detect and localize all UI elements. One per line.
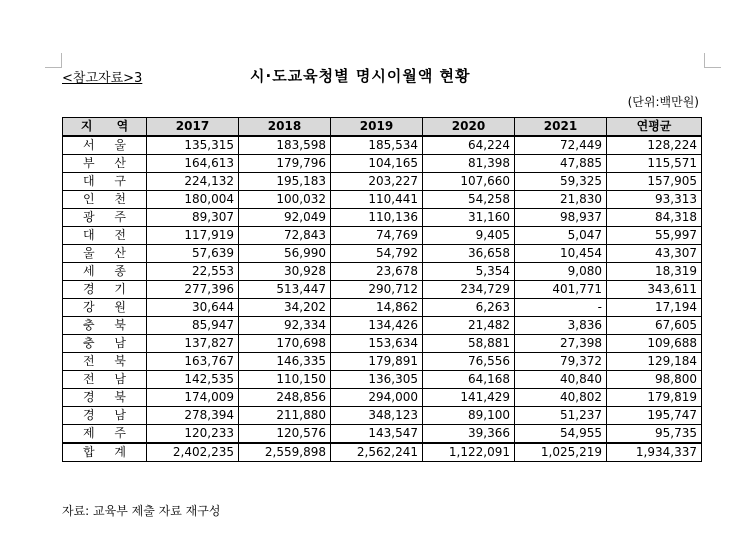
cell-2019: 74,769	[331, 227, 423, 245]
cell-2020: 9,405	[423, 227, 515, 245]
column-header-2021: 2021	[515, 118, 607, 137]
cell-2018: 30,928	[239, 263, 331, 281]
cell-2021: 79,372	[515, 353, 607, 371]
table-row	[63, 299, 702, 317]
cell-2018: 100,032	[239, 191, 331, 209]
table-row	[63, 155, 702, 173]
cell-2021: 5,047	[515, 227, 607, 245]
cell-annual-average: 343,611	[607, 281, 702, 299]
cell-region: 충 남	[63, 335, 147, 353]
table-row	[63, 245, 702, 263]
cell-annual-average: 115,571	[607, 155, 702, 173]
cell-region: 부 산	[63, 155, 147, 173]
cell-2018: 34,202	[239, 299, 331, 317]
cell-region: 서 울	[63, 136, 147, 155]
cell-2019: 23,678	[331, 263, 423, 281]
table-row	[63, 263, 702, 281]
cell-2021: 59,325	[515, 173, 607, 191]
cell-2019: 110,441	[331, 191, 423, 209]
column-header-2018: 2018	[239, 118, 331, 137]
cell-2020: 234,729	[423, 281, 515, 299]
cell-2017: 22,553	[147, 263, 239, 281]
cell-2018: 211,880	[239, 407, 331, 425]
cell-2020: 21,482	[423, 317, 515, 335]
cell-2021: 10,454	[515, 245, 607, 263]
unit-note: (단위:백만원)	[627, 95, 699, 109]
column-header-region: 지 역	[63, 118, 147, 137]
cell-2021: 72,449	[515, 136, 607, 155]
cell-2021: -	[515, 299, 607, 317]
cell-2021: 47,885	[515, 155, 607, 173]
cell-2017: 30,644	[147, 299, 239, 317]
column-header-2017: 2017	[147, 118, 239, 137]
carryover-table	[62, 117, 702, 462]
cell-2020: 64,224	[423, 136, 515, 155]
cell-2019: 185,534	[331, 136, 423, 155]
cell-annual-average: 179,819	[607, 389, 702, 407]
cell-2019: 179,891	[331, 353, 423, 371]
cell-2017: 163,767	[147, 353, 239, 371]
cell-2018: 2,559,898	[239, 443, 331, 462]
cell-2019: 14,862	[331, 299, 423, 317]
cell-annual-average: 109,688	[607, 335, 702, 353]
cell-region: 인 천	[63, 191, 147, 209]
cell-2021: 40,840	[515, 371, 607, 389]
cell-2017: 137,827	[147, 335, 239, 353]
cell-region: 대 전	[63, 227, 147, 245]
cell-2017: 277,396	[147, 281, 239, 299]
table-row	[63, 353, 702, 371]
cell-region: 전 북	[63, 353, 147, 371]
cell-annual-average: 128,224	[607, 136, 702, 155]
cell-2017: 120,233	[147, 425, 239, 444]
cell-annual-average: 67,605	[607, 317, 702, 335]
cell-annual-average: 95,735	[607, 425, 702, 444]
cell-2017: 180,004	[147, 191, 239, 209]
cell-2018: 179,796	[239, 155, 331, 173]
cell-2020: 107,660	[423, 173, 515, 191]
cell-region: 경 북	[63, 389, 147, 407]
cell-2020: 31,160	[423, 209, 515, 227]
cell-annual-average: 129,184	[607, 353, 702, 371]
cell-2020: 81,398	[423, 155, 515, 173]
document-title: 시·도교육청별 명시이월액 현황	[250, 67, 471, 85]
page-corner-mark-right	[704, 53, 721, 68]
cell-2018: 248,856	[239, 389, 331, 407]
cell-2021: 40,802	[515, 389, 607, 407]
cell-2018: 183,598	[239, 136, 331, 155]
table-row	[63, 209, 702, 227]
table-row	[63, 389, 702, 407]
cell-annual-average: 55,997	[607, 227, 702, 245]
cell-region: 충 북	[63, 317, 147, 335]
cell-2021: 54,955	[515, 425, 607, 444]
cell-2019: 348,123	[331, 407, 423, 425]
cell-2018: 170,698	[239, 335, 331, 353]
cell-2018: 513,447	[239, 281, 331, 299]
cell-2018: 92,334	[239, 317, 331, 335]
cell-2021: 21,830	[515, 191, 607, 209]
source-note: 자료: 교육부 제출 자료 재구성	[62, 504, 221, 518]
cell-2020: 36,658	[423, 245, 515, 263]
cell-2018: 92,049	[239, 209, 331, 227]
cell-2019: 2,562,241	[331, 443, 423, 462]
table-total-row	[63, 443, 702, 462]
cell-2021: 9,080	[515, 263, 607, 281]
table-row	[63, 227, 702, 245]
table-row	[63, 173, 702, 191]
cell-2020: 89,100	[423, 407, 515, 425]
cell-2017: 164,613	[147, 155, 239, 173]
cell-2017: 224,132	[147, 173, 239, 191]
cell-2020: 5,354	[423, 263, 515, 281]
cell-region: 대 구	[63, 173, 147, 191]
table-row	[63, 136, 702, 155]
cell-2019: 136,305	[331, 371, 423, 389]
table-row	[63, 191, 702, 209]
page-corner-mark-left	[45, 53, 62, 68]
cell-2020: 6,263	[423, 299, 515, 317]
cell-region: 경 남	[63, 407, 147, 425]
cell-annual-average: 18,319	[607, 263, 702, 281]
reference-label-text: <참고자료>3	[62, 71, 143, 86]
cell-2021: 98,937	[515, 209, 607, 227]
cell-2021: 3,836	[515, 317, 607, 335]
cell-2019: 104,165	[331, 155, 423, 173]
cell-annual-average: 195,747	[607, 407, 702, 425]
cell-2020: 64,168	[423, 371, 515, 389]
cell-annual-average: 84,318	[607, 209, 702, 227]
cell-2019: 294,000	[331, 389, 423, 407]
cell-2021: 1,025,219	[515, 443, 607, 462]
cell-annual-average: 1,934,337	[607, 443, 702, 462]
table-row	[63, 425, 702, 444]
table-row	[63, 317, 702, 335]
cell-region: 제 주	[63, 425, 147, 444]
cell-2020: 141,429	[423, 389, 515, 407]
table-row	[63, 407, 702, 425]
cell-2017: 85,947	[147, 317, 239, 335]
cell-2018: 146,335	[239, 353, 331, 371]
cell-2021: 401,771	[515, 281, 607, 299]
cell-region: 울 산	[63, 245, 147, 263]
table-row	[63, 281, 702, 299]
cell-2020: 58,881	[423, 335, 515, 353]
reference-label	[62, 67, 142, 86]
table-row	[63, 371, 702, 389]
cell-region: 강 원	[63, 299, 147, 317]
cell-region: 합 계	[63, 443, 147, 462]
cell-2017: 117,919	[147, 227, 239, 245]
column-header-2020: 2020	[423, 118, 515, 137]
cell-2017: 89,307	[147, 209, 239, 227]
cell-annual-average: 157,905	[607, 173, 702, 191]
cell-2019: 153,634	[331, 335, 423, 353]
cell-2018: 72,843	[239, 227, 331, 245]
cell-annual-average: 43,307	[607, 245, 702, 263]
cell-2020: 54,258	[423, 191, 515, 209]
cell-region: 경 기	[63, 281, 147, 299]
cell-2018: 110,150	[239, 371, 331, 389]
cell-2018: 56,990	[239, 245, 331, 263]
cell-2018: 120,576	[239, 425, 331, 444]
cell-annual-average: 93,313	[607, 191, 702, 209]
cell-2018: 195,183	[239, 173, 331, 191]
cell-2020: 1,122,091	[423, 443, 515, 462]
cell-2017: 135,315	[147, 136, 239, 155]
cell-region: 광 주	[63, 209, 147, 227]
cell-2020: 39,366	[423, 425, 515, 444]
column-header-2019: 2019	[331, 118, 423, 137]
cell-2017: 2,402,235	[147, 443, 239, 462]
cell-2019: 203,227	[331, 173, 423, 191]
cell-2017: 278,394	[147, 407, 239, 425]
cell-2017: 142,535	[147, 371, 239, 389]
cell-2019: 143,547	[331, 425, 423, 444]
table-row	[63, 335, 702, 353]
cell-region: 세 종	[63, 263, 147, 281]
cell-2019: 134,426	[331, 317, 423, 335]
cell-2019: 110,136	[331, 209, 423, 227]
cell-annual-average: 17,194	[607, 299, 702, 317]
cell-2017: 57,639	[147, 245, 239, 263]
table-header-row	[63, 118, 702, 137]
cell-2017: 174,009	[147, 389, 239, 407]
cell-2019: 290,712	[331, 281, 423, 299]
cell-region: 전 남	[63, 371, 147, 389]
cell-2021: 27,398	[515, 335, 607, 353]
cell-annual-average: 98,800	[607, 371, 702, 389]
cell-2021: 51,237	[515, 407, 607, 425]
cell-2020: 76,556	[423, 353, 515, 371]
column-header-annual-average: 연평균	[607, 118, 702, 137]
cell-2019: 54,792	[331, 245, 423, 263]
